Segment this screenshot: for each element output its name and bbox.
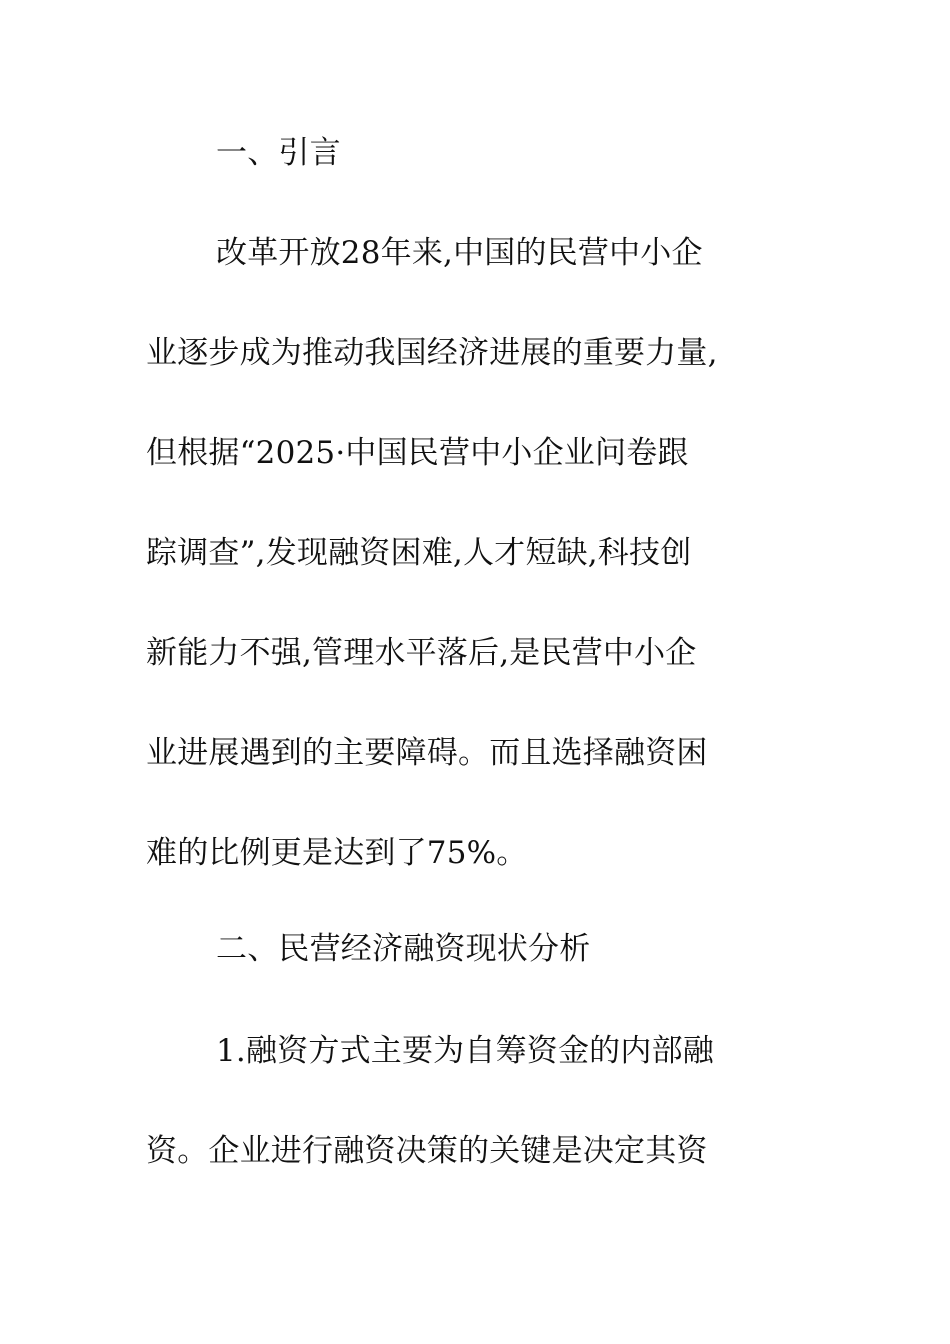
section-heading-financing-status: 二、民营经济融资现状分析 [216, 931, 591, 967]
text-line: 踪调查”,发现融资困难,人才短缺,科技创 [146, 535, 692, 571]
text-line: 业进展遇到的主要障碍。而且选择融资困 [146, 735, 708, 771]
text-line: 业逐步成为推动我国经济进展的重要力量, [146, 335, 718, 371]
text-line: 但根据“2025·中国民营中小企业问卷跟 [146, 435, 689, 471]
text-line: 改革开放28年来,中国的民营中小企 [216, 235, 703, 271]
section-heading-introduction: 一、引言 [216, 135, 341, 171]
text-line: 新能力不强,管理水平落后,是民营中小企 [146, 635, 697, 671]
text-line: 资。企业进行融资决策的关键是决定其资 [146, 1133, 708, 1169]
text-line: 1.融资方式主要为自筹资金的内部融 [216, 1033, 714, 1069]
text-line: 难的比例更是达到了75%。 [146, 835, 528, 871]
